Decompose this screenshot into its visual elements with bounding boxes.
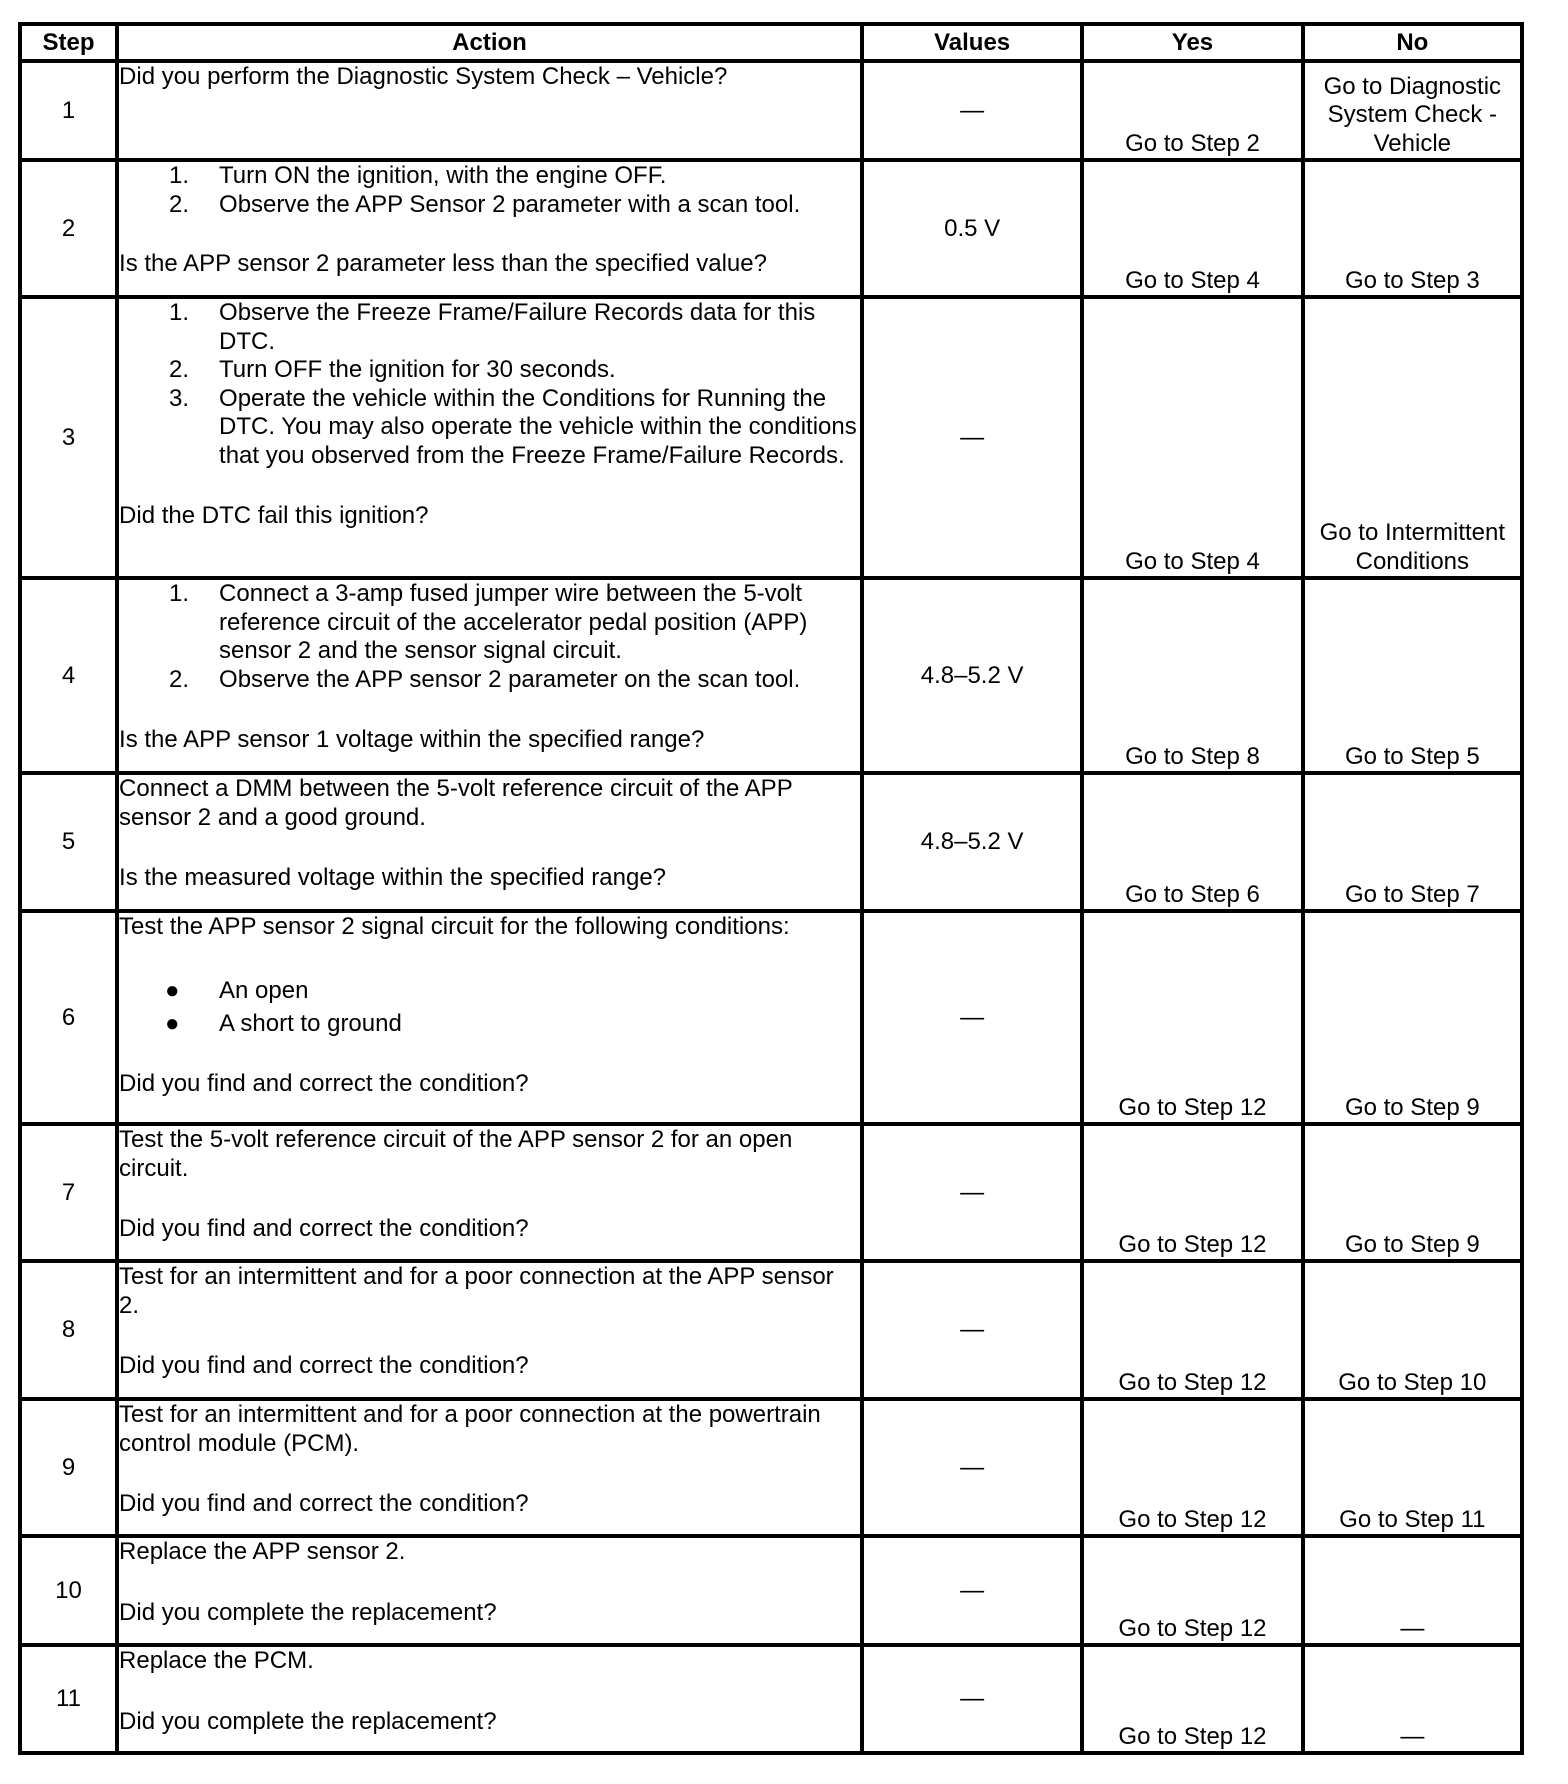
substep: 2. Observe the APP Sensor 2 parameter with a scan tool. [169,190,801,218]
table-row [20,1645,1522,1753]
action-text: Did you perform the Diagnostic System Check – Vehicle? [119,63,728,90]
value-cell: 0.5 V [862,160,1082,297]
header-step: Step [20,24,117,61]
substep-list [119,299,860,470]
action-text: Replace the APP sensor 2. [119,1538,406,1565]
no-cell: — [1303,1645,1522,1753]
table-row [20,297,1522,578]
header-action: Action [117,24,862,61]
value-cell: — [862,1536,1082,1645]
action-cell [117,61,862,160]
yes-cell: Go to Step 12 [1082,1399,1302,1536]
list-item: ● A short to ground [165,1009,402,1037]
table-row [20,1536,1522,1645]
table-row [20,911,1522,1124]
no-cell: Go to Step 5 [1303,578,1522,773]
table-row [20,61,1522,160]
action-question: Did the DTC fail this ignition? [119,502,429,529]
action-cell [117,160,862,297]
yes-cell: Go to Step 2 [1082,61,1302,160]
action-text: Replace the PCM. [119,1647,314,1674]
action-question: Is the measured voltage within the specified range? [119,864,667,891]
step-number: 11 [20,1645,117,1753]
no-cell: Go to Diagnostic System Check - Vehicle [1303,61,1522,160]
header-yes: Yes [1082,24,1302,61]
value-cell: 4.8–5.2 V [862,578,1082,773]
action-text: Test the APP sensor 2 signal circuit for the following conditions: [119,913,790,940]
diagnostic-table [18,22,1524,1755]
action-cell [117,1536,862,1645]
value-cell: — [862,1645,1082,1753]
substep: 1. Observe the Freeze Frame/Failure Records data for this DTC. [169,299,816,355]
yes-cell: Go to Step 4 [1082,297,1302,578]
value-cell: — [862,1261,1082,1399]
action-cell [117,1124,862,1261]
substep: 3. Operate the vehicle within the Conditions for Running the DTC. You may also operate the vehicle within the conditions that you observed from the Freeze Frame/Failure Records. [169,384,857,469]
table-row [20,1261,1522,1399]
yes-cell: Go to Step 6 [1082,773,1302,911]
step-number: 6 [20,911,117,1124]
substep: 1. Turn ON the ignition, with the engine OFF. [169,162,667,189]
action-text: Test for an intermittent and for a poor connection at the powertrain control module (PCM). [119,1401,821,1457]
value-cell: — [862,297,1082,578]
yes-cell: Go to Step 12 [1082,1261,1302,1399]
action-question: Is the APP sensor 1 voltage within the specified range? [119,726,705,753]
no-cell: Go to Step 9 [1303,1124,1522,1261]
table-row [20,1399,1522,1536]
substep-list [119,162,860,219]
table-row [20,578,1522,773]
step-number: 2 [20,160,117,297]
table-row [20,160,1522,297]
action-cell [117,911,862,1124]
step-number: 8 [20,1261,117,1399]
action-text: Test for an intermittent and for a poor connection at the APP sensor 2. [119,1263,834,1319]
step-number: 10 [20,1536,117,1645]
action-question: Did you complete the replacement? [119,1707,497,1735]
yes-cell: Go to Step 12 [1082,1124,1302,1261]
substep: 2. Observe the APP sensor 2 parameter on the scan tool. [169,665,801,693]
action-cell [117,1261,862,1399]
yes-cell: Go to Step 12 [1082,911,1302,1124]
header-row [20,24,1522,61]
value-cell: — [862,911,1082,1124]
action-text: Test the 5-volt reference circuit of the APP sensor 2 for an open circuit. [119,1126,793,1182]
table-row [20,773,1522,911]
value-cell: — [862,1124,1082,1261]
header-values: Values [862,24,1082,61]
condition-list [119,974,860,1040]
yes-cell: Go to Step 4 [1082,160,1302,297]
action-question: Did you find and correct the condition? [119,1490,529,1517]
no-cell: Go to Step 11 [1303,1399,1522,1536]
step-number: 5 [20,773,117,911]
table-row [20,1124,1522,1261]
value-cell: — [862,61,1082,160]
substep: 2. Turn OFF the ignition for 30 seconds. [169,356,616,383]
step-number: 3 [20,297,117,578]
action-question: Is the APP sensor 2 parameter less than the specified value? [119,250,767,277]
step-number: 7 [20,1124,117,1261]
action-cell [117,297,862,578]
no-cell: — [1303,1536,1522,1645]
action-cell [117,1399,862,1536]
no-cell: Go to Step 9 [1303,911,1522,1124]
list-item: ● An open [165,976,309,1004]
yes-cell: Go to Step 8 [1082,578,1302,773]
action-question: Did you find and correct the condition? [119,1352,529,1379]
step-number: 9 [20,1399,117,1536]
value-cell: — [862,1399,1082,1536]
substep-list [119,580,860,694]
no-cell: Go to Step 10 [1303,1261,1522,1399]
action-cell [117,1645,862,1753]
no-cell: Go to Intermittent Conditions [1303,297,1522,578]
action-cell [117,578,862,773]
no-cell: Go to Step 3 [1303,160,1522,297]
value-cell: 4.8–5.2 V [862,773,1082,911]
step-number: 1 [20,61,117,160]
header-no: No [1303,24,1522,61]
yes-cell: Go to Step 12 [1082,1536,1302,1645]
no-cell: Go to Step 7 [1303,773,1522,911]
step-number: 4 [20,578,117,773]
yes-cell: Go to Step 12 [1082,1645,1302,1753]
action-question: Did you find and correct the condition? [119,1069,529,1097]
action-text: Connect a DMM between the 5-volt reference circuit of the APP sensor 2 and a good ground. [119,775,793,831]
substep: 1. Connect a 3-amp fused jumper wire between the 5-volt reference circuit of the accelerator pedal position (APP) sensor 2 and the sensor signal circuit. [169,580,808,664]
action-cell [117,773,862,911]
action-question: Did you find and correct the condition? [119,1215,529,1242]
action-question: Did you complete the replacement? [119,1598,497,1626]
